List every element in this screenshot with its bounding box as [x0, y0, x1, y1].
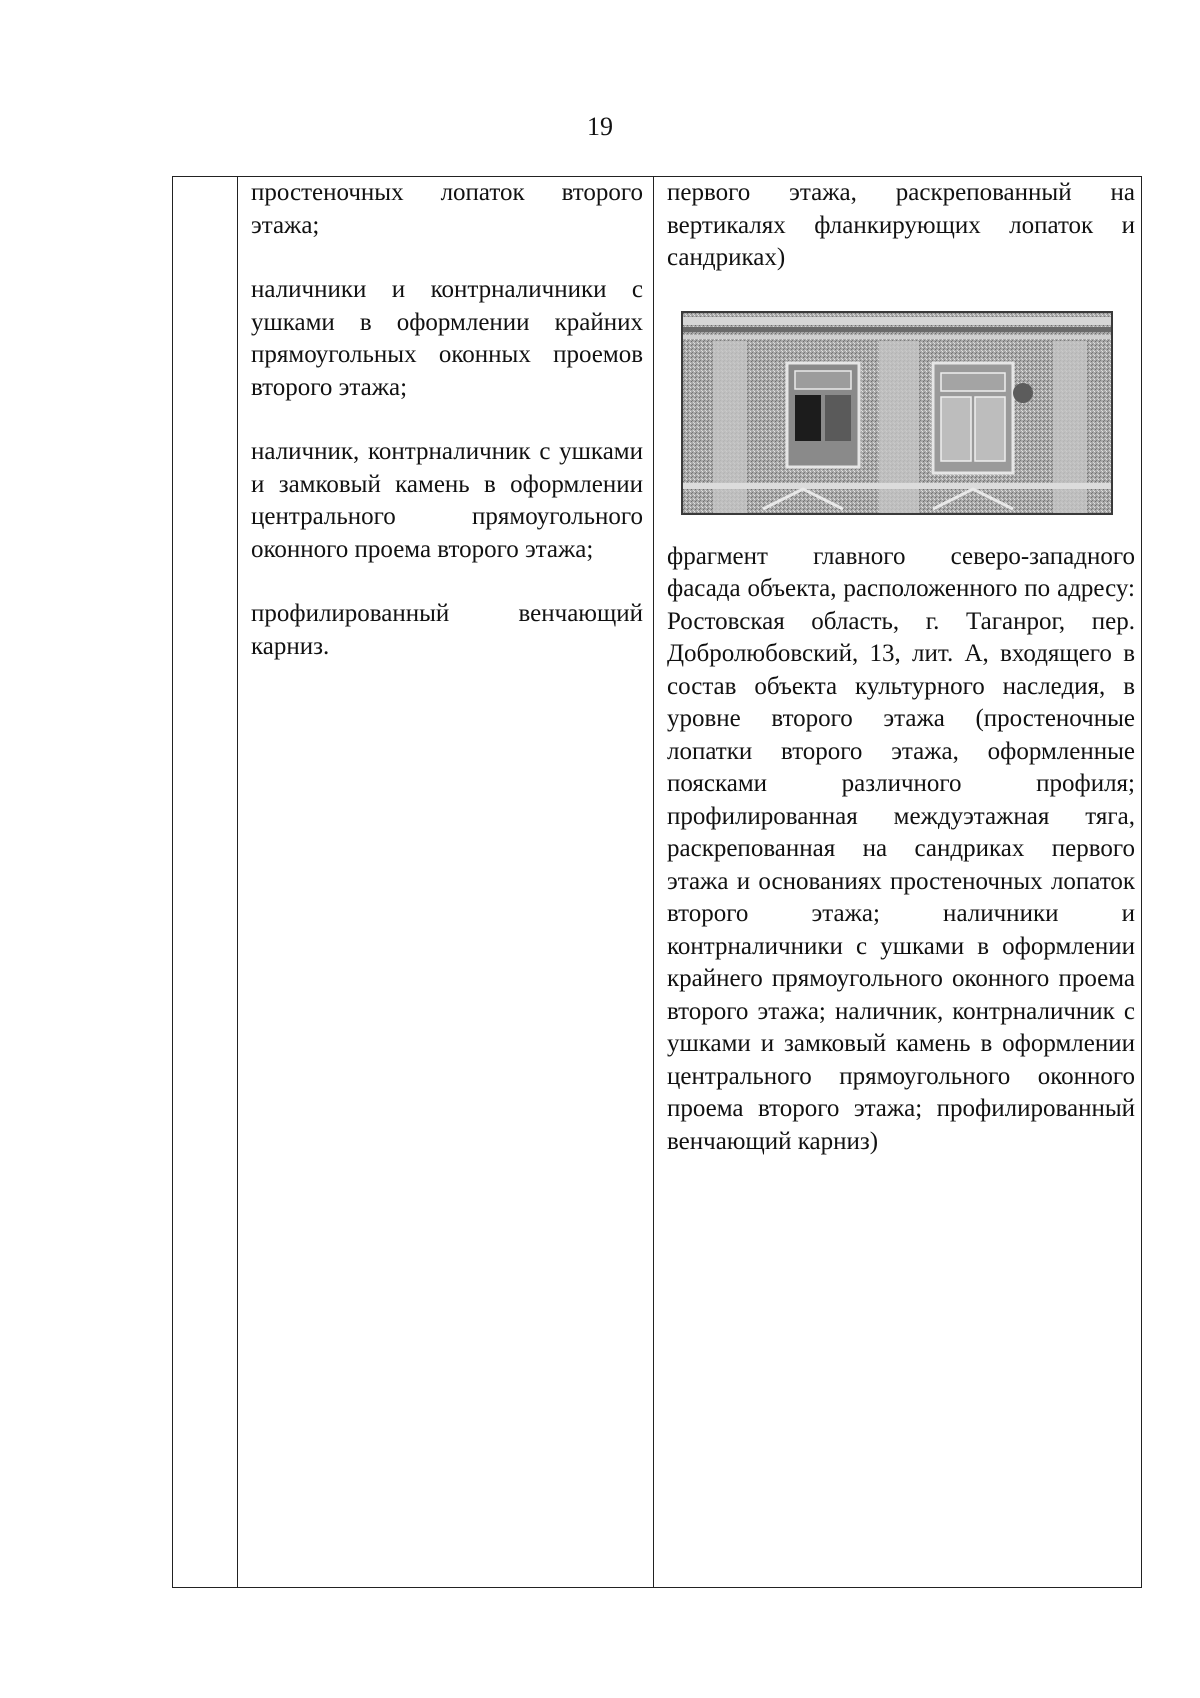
column-divider — [653, 177, 654, 1587]
element-item: наличник, контрналичник с ушками и замковый камень в оформлении центрального прямоугольного оконного проема второго этажа; — [251, 438, 643, 563]
intro-text: первого этажа, раскрепованный на вертикалях фланкирующих лопаток и сандриках) — [667, 179, 1135, 271]
facade-photo — [681, 311, 1113, 515]
right-text-cell — [667, 177, 1135, 1158]
element-item: профилированный венчающий карниз. — [251, 600, 643, 660]
photo-caption: фрагмент главного северо-западного фасада объекта, расположенного по адресу: Ростовская область, г. Таганрог, пер. Добролюбовский, 13, лит. А, входящего в состав объекта культурного наследия, в уровне второго этажа (простеночные лопатки второго этажа, оформленные поясками различного профиля; профилированная междуэтажная тяга, раскрепованная на сандриках первого этажа и основаниях простеночных лопаток второго этажа; наличники и контрналичники с ушками в оформлении крайнего прямоугольного оконного проема второго этажа; наличник, контрналичник с ушками и замковый камень в оформлении центрального прямоугольного оконного проема второго этажа; профилированный венчающий карниз) — [667, 542, 1135, 1155]
page-number: 19 — [587, 112, 613, 141]
document-table — [172, 176, 1142, 1588]
element-item: наличники и контрналичники с ушками в оформлении крайних прямоугольных оконных проемов второго этажа; — [251, 276, 643, 401]
element-item: простеночных лопаток второго этажа; — [251, 179, 643, 239]
column-divider — [237, 177, 238, 1587]
facade-photo-icon — [683, 313, 1111, 513]
left-text-cell — [251, 177, 643, 663]
